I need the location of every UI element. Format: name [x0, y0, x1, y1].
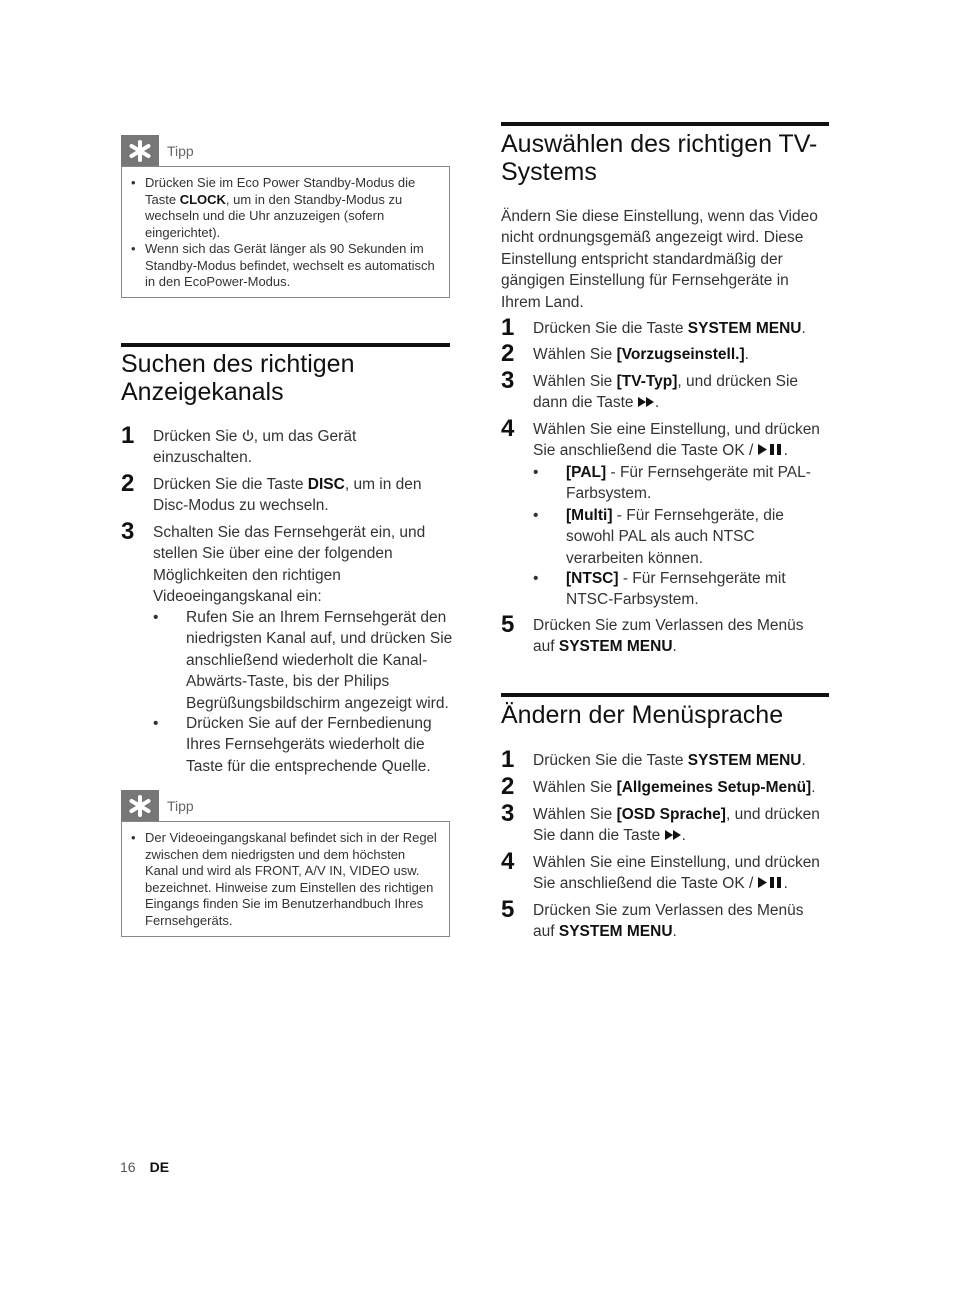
section-rule: [501, 693, 829, 697]
play-pause-icon: [758, 873, 784, 894]
power-icon: [242, 426, 254, 447]
section-title: Ändern der Menüsprache: [501, 701, 784, 729]
tip-header: [121, 790, 194, 822]
page-footer: [120, 1159, 169, 1175]
tip-box: [121, 821, 450, 937]
section-rule: [121, 343, 450, 347]
tip-header: [121, 135, 194, 167]
tip-item: • Der Videoeingangskanal befindet sich in der Regel zwischen dem niedrigsten und dem höchsten Kanal und wird als FRONT, A/V IN, VIDEO usw. bezeichnet. Hinweise zum Einstellen des richtigen Eingangs finden Sie im Benutzerhandbuch Ihres Fernsehgeräts.: [130, 830, 441, 929]
fast-forward-icon: [638, 392, 655, 413]
tip-box: [121, 166, 450, 298]
intro-paragraph: Ändern Sie diese Einstellung, wenn das Video nicht ordnungsgemäß angezeigt wird. Diese Einstellung entspricht standardmäßig der gängigen Einstellung für Fernsehgeräte in Ihrem Land.: [501, 208, 818, 311]
tip-label: Tipp: [167, 143, 194, 159]
tip-label: Tipp: [167, 798, 194, 814]
play-pause-icon: [758, 440, 784, 461]
tip-item: • Wenn sich das Gerät länger als 90 Sekunden im Standby-Modus befindet, wechselt es automatisch in den EcoPower-Modus.: [130, 241, 441, 291]
section-title: Auswählen des richtigen TV- Systems: [501, 130, 818, 186]
asterisk-icon: [121, 135, 159, 167]
fast-forward-icon: [665, 825, 682, 846]
page-number: 16: [120, 1159, 136, 1175]
section-title: Suchen des richtigen Anzeigekanals: [121, 350, 355, 406]
section-rule: [501, 122, 829, 126]
asterisk-icon: [121, 790, 159, 822]
tip-item: • Drücken Sie im Eco Power Standby-Modus die Taste CLOCK, um in den Standby-Modus zu wechseln und die Uhr anzuzeigen (sofern eingerichtet).: [130, 175, 441, 241]
language-code: DE: [149, 1159, 170, 1175]
